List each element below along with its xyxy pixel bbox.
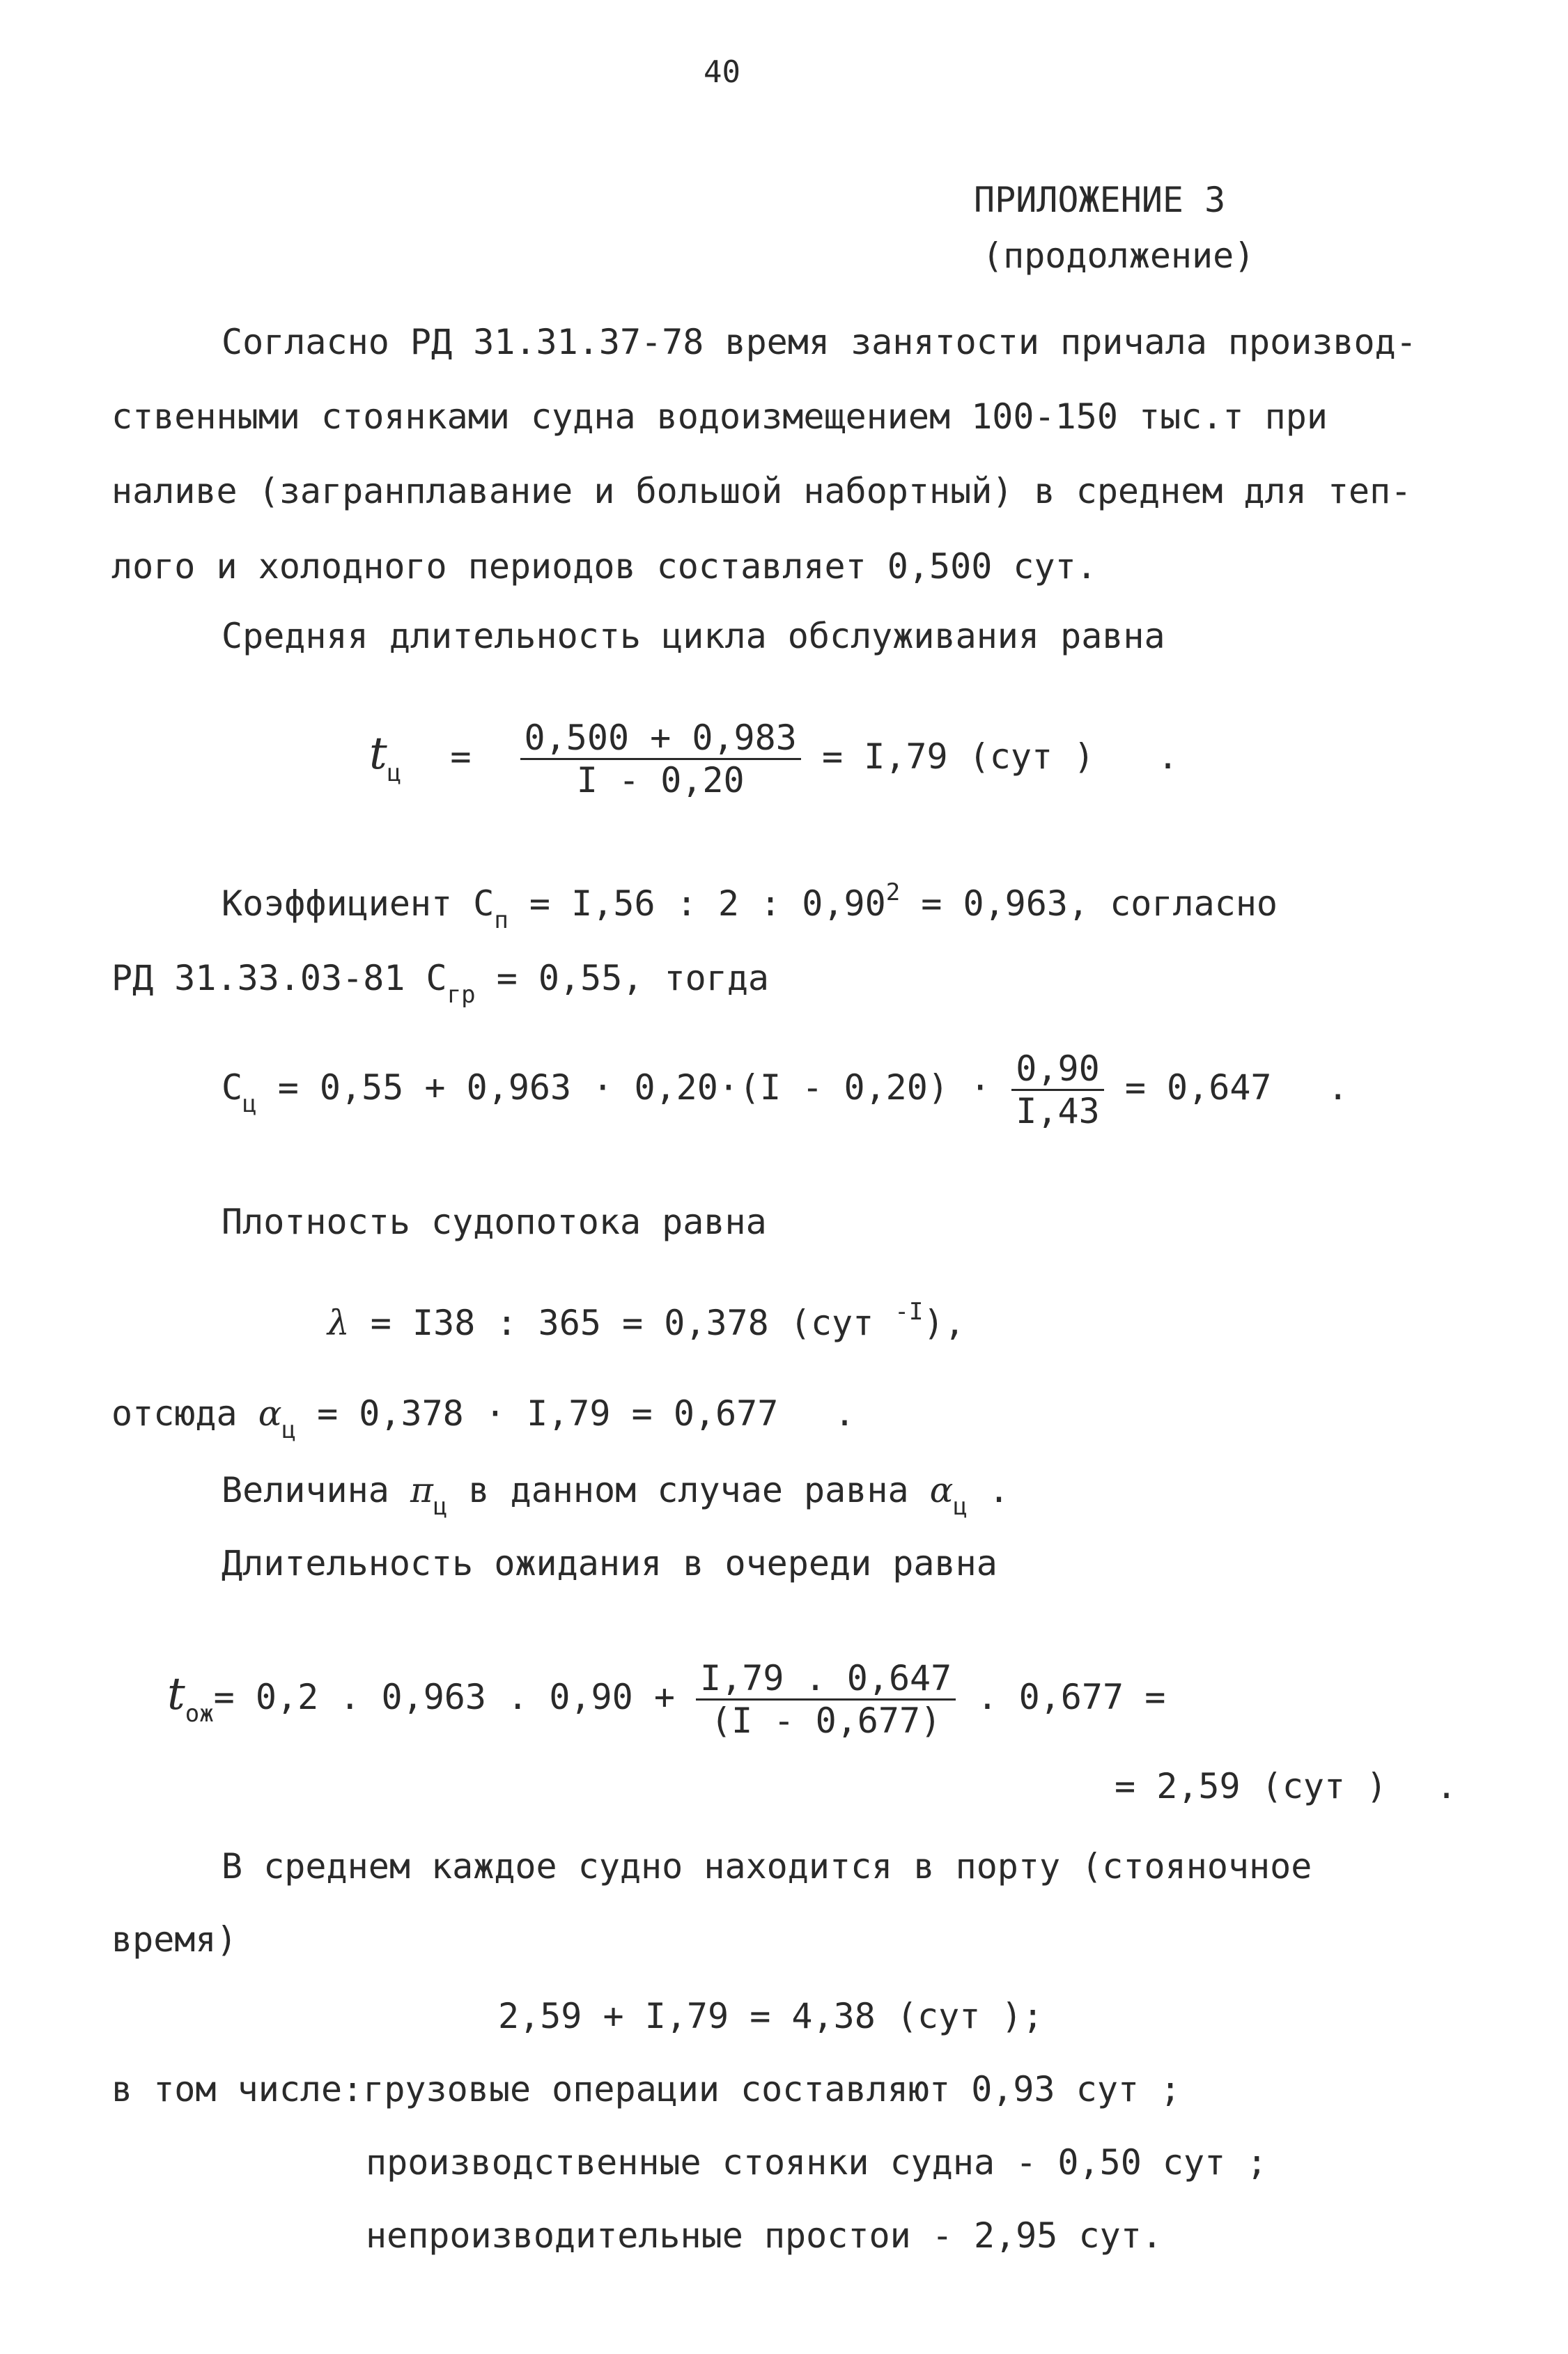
formula-sup: -I <box>894 1298 924 1326</box>
fraction-denominator: (I - 0,677) <box>711 1701 942 1741</box>
coefficient-rest: = 0,55, тогда <box>475 958 770 998</box>
fraction-numerator: I,79 . 0,647 <box>696 1658 956 1701</box>
lambda-symbol: λ <box>327 1303 350 1343</box>
formula-eq: = <box>450 736 472 777</box>
appendix-title: ПРИЛОЖЕНИЕ 3 <box>974 180 1226 220</box>
formula-lhs-sub: ц <box>387 759 402 787</box>
formula-tail: ), <box>923 1303 965 1343</box>
paragraph-line: наливе (загранплавание и большой набортный) в среднем для теп- <box>111 471 1412 511</box>
formula-text: = 0,378 · I,79 = 0,677 <box>295 1393 779 1434</box>
coefficient-sup: 2 <box>885 878 901 906</box>
paragraph-line: В среднем каждое судно находится в порту (стояночное <box>222 1846 1312 1887</box>
coefficient-line <box>222 878 1278 934</box>
formula-cycle-time <box>369 718 1179 800</box>
fraction-numerator: 0,500 + 0,983 <box>520 718 801 760</box>
paragraph-line: Средняя длительность цикла обслуживания равна <box>222 616 1165 656</box>
formula-lhs: t <box>369 728 387 780</box>
formula-rhs: = 0,55 + 0,963 · 0,20·(I - 0,20) · <box>256 1067 1012 1108</box>
formula-result <box>1115 1766 1457 1806</box>
fraction-denominator: I,43 <box>1016 1091 1100 1131</box>
paragraph-line <box>222 1470 1010 1521</box>
paragraph-line: Согласно РД 31.31.37-78 время занятости причала производ- <box>222 322 1417 362</box>
coefficient-text: РД 31.33.03-81 С <box>111 958 447 998</box>
formula-lhs: С <box>222 1067 243 1108</box>
formula-total-time: 2,59 + I,79 = 4,38 (сут ); <box>498 1996 1043 2036</box>
coefficient-sub: п <box>494 906 509 934</box>
breakdown-line: производственные стоянки судна - 0,50 сут ; <box>366 2142 1268 2183</box>
pi-sub: ц <box>433 1493 448 1521</box>
fraction-numerator: 0,90 <box>1011 1048 1103 1091</box>
formula-fraction <box>520 718 801 800</box>
formula-rhs: = I,79 (сут ) <box>821 736 1095 777</box>
formula-end: . <box>834 1393 855 1434</box>
coefficient-tail: = 0,963, согласно <box>900 883 1278 924</box>
formula-end: . <box>1436 1766 1457 1806</box>
formula-alpha <box>111 1393 855 1444</box>
formula-fraction <box>696 1658 956 1741</box>
breakdown-line: непроизводительные простои - 2,95 сут. <box>366 2215 1163 2256</box>
coefficient-rest: = I,56 : 2 : 0,90 <box>508 883 886 924</box>
formula-lhs-sub: ож <box>185 1700 214 1728</box>
paragraph-line: время) <box>111 1919 238 1960</box>
paragraph-line: Длительность ожидания в очереди равна <box>222 1543 998 1583</box>
formula-lhs-sub: ц <box>242 1090 257 1118</box>
formula-text: = I38 : 365 = 0,378 (сут <box>349 1303 895 1343</box>
formula-lhs: t <box>167 1668 185 1720</box>
pi-symbol: π <box>410 1470 433 1510</box>
formula-waiting-time <box>167 1658 1165 1741</box>
formula-end: . <box>1157 736 1179 777</box>
formula-pre: отсюда <box>111 1393 258 1434</box>
formula-end: . <box>1327 1067 1349 1108</box>
coefficient-sub: гр <box>447 981 476 1009</box>
formula-eq: = 0,2 . 0,963 . 0,90 + <box>213 1677 697 1717</box>
coefficient-line <box>111 958 770 1009</box>
alpha-sub: ц <box>281 1416 296 1444</box>
formula-fraction <box>1011 1048 1103 1131</box>
paragraph-line: лого и холодного периодов составляет 0,500 сут. <box>111 546 1097 587</box>
alpha-symbol: α <box>929 1470 954 1510</box>
text-part: в данном случае равна <box>447 1470 930 1510</box>
fraction-denominator: I - 0,20 <box>576 760 745 800</box>
alpha-symbol: α <box>258 1393 282 1434</box>
paragraph-line: Плотность судопотока равна <box>222 1202 767 1242</box>
breakdown-line: в том числе:грузовые операции составляют 0,93 сут ; <box>111 2069 1181 2109</box>
formula-rhs: = 0,647 <box>1103 1067 1272 1108</box>
text-part: Величина <box>222 1470 410 1510</box>
alpha-sub: ц <box>953 1493 968 1521</box>
page-number: 40 <box>704 54 740 90</box>
formula-rhs: . 0,677 = <box>956 1677 1166 1717</box>
formula-coefficient <box>222 1048 1349 1131</box>
coefficient-text: Коэффициент С <box>222 883 495 924</box>
paragraph-line: ственными стоянками судна водоизмещением 100-150 тыс.т при <box>111 396 1328 437</box>
appendix-continued: (продолжение) <box>982 235 1255 276</box>
formula-rhs: = 2,59 (сут ) <box>1115 1766 1388 1806</box>
text-end: . <box>967 1470 1010 1510</box>
formula-flow-density <box>327 1298 965 1343</box>
